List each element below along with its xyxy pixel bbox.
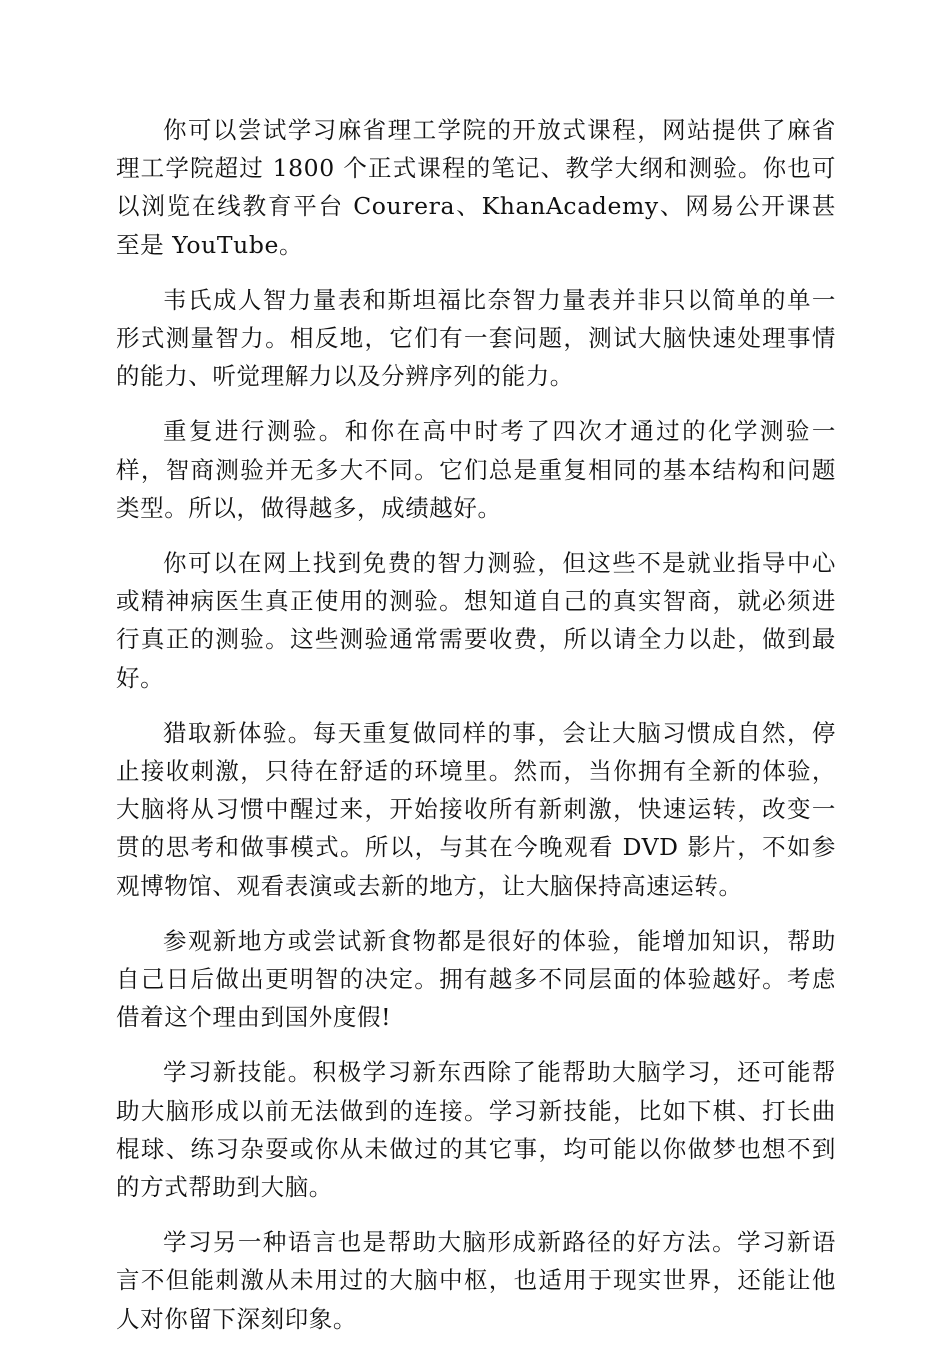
paragraph: 韦氏成人智力量表和斯坦福比奈智力量表并非只以简单的单一形式测量智力。相反地，它们有一套问题，测试大脑快速处理事情的能力、听觉理解力以及分辨序列的能力。 xyxy=(116,285,836,391)
paragraph: 你可以在网上找到免费的智力测验，但这些不是就业指导中心或精神病医生真正使用的测验。想知道自己的真实智商，就必须进行真正的测验。这些测验通常需要收费，所以请全力以赴，做到最好。 xyxy=(116,549,836,692)
paragraph: 重复进行测验。和你在高中时考了四次才通过的化学测验一样，智商测验并无多大不同。它们总是重复相同的基本结构和问题类型。所以，做得越多，成绩越好。 xyxy=(116,417,836,522)
paragraph: 学习另一种语言也是帮助大脑形成新路径的好方法。学习新语言不但能刺激从未用过的大脑中枢，也适用于现实世界，还能让他人对你留下深刻印象。 xyxy=(116,1228,836,1333)
document-body xyxy=(116,111,836,1355)
paragraph: 参观新地方或尝试新食物都是很好的体验，能增加知识，帮助自己日后做出更明智的决定。拥有越多不同层面的体验越好。考虑借着这个理由到国外度假! xyxy=(116,926,836,1032)
paragraph: 你可以尝试学习麻省理工学院的开放式课程，网站提供了麻省理工学院超过 1800 个正式课程的笔记、教学大纲和测验。你也可以浏览在线教育平台 Courera、KhanAcademy、网易公开课甚至是 YouTube。 xyxy=(116,116,836,259)
paragraph: 猎取新体验。每天重复做同样的事，会让大脑习惯成自然，停止接收刺激，只待在舒适的环境里。然而，当你拥有全新的体验，大脑将从习惯中醒过来，开始接收所有新刺激，快速运转，改变一贯的思考和做事模式。所以，与其在今晚观看 DVD 影片，不如参观博物馆、观看表演或去新的地方，让大脑保持高速运转。 xyxy=(116,718,836,900)
paragraph: 学习新技能。积极学习新东西除了能帮助大脑学习，还可能帮助大脑形成以前无法做到的连接。学习新技能，比如下棋、打长曲棍球、练习杂耍或你从未做过的其它事，均可能以你做梦也想不到的方式帮助到大脑。 xyxy=(116,1058,836,1202)
